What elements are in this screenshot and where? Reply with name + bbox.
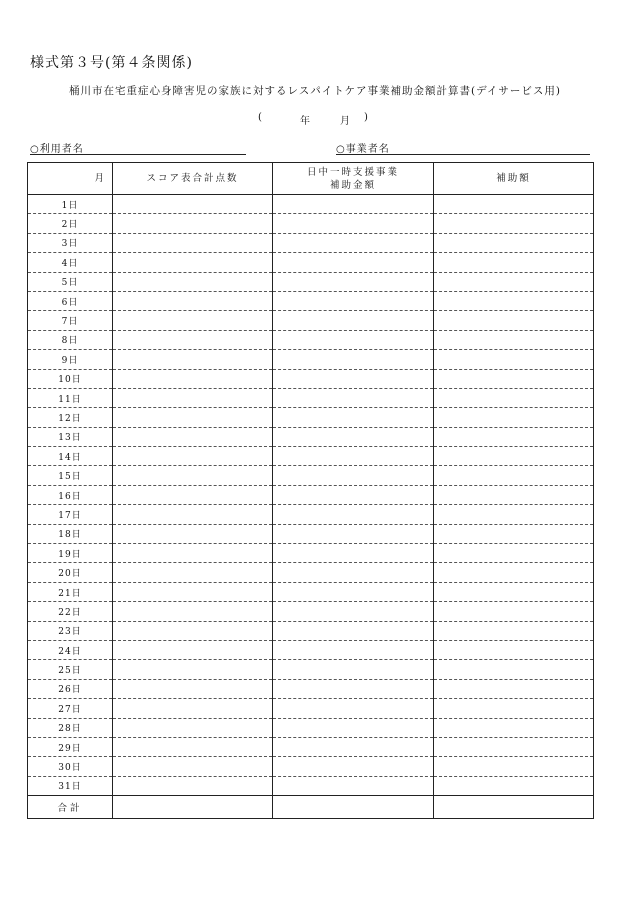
score-cell (113, 757, 273, 776)
day-label: 31日 (28, 776, 113, 795)
subsidy-cell (434, 582, 594, 601)
score-cell (113, 311, 273, 330)
subsidy-cell (434, 388, 594, 407)
header-subsidy: 補助額 (434, 163, 594, 195)
day-label: 25日 (28, 660, 113, 679)
support-amount-cell (273, 602, 434, 621)
table-row (28, 291, 594, 310)
score-cell (113, 524, 273, 543)
day-label: 5日 (28, 272, 113, 291)
day-label: 22日 (28, 602, 113, 621)
subsidy-cell (434, 195, 594, 214)
support-amount-cell (273, 408, 434, 427)
support-amount-cell (273, 195, 434, 214)
subsidy-cell (434, 621, 594, 640)
support-amount-cell (273, 214, 434, 233)
header-support-amount-line1: 日中一時支援事業 (306, 166, 399, 178)
day-label: 8日 (28, 330, 113, 349)
subsidy-cell (434, 660, 594, 679)
table-header-row (28, 163, 594, 195)
score-cell (113, 330, 273, 349)
subsidy-cell (434, 505, 594, 524)
calculation-table (27, 162, 594, 819)
table-row (28, 350, 594, 369)
table-row (28, 757, 594, 776)
table-row (28, 447, 594, 466)
score-cell (113, 563, 273, 582)
support-amount-cell (273, 291, 434, 310)
subsidy-cell (434, 737, 594, 756)
day-label: 29日 (28, 737, 113, 756)
header-score-total: スコア表合計点数 (113, 163, 273, 195)
total-score-cell (113, 796, 273, 819)
day-label: 2日 (28, 214, 113, 233)
score-cell (113, 718, 273, 737)
table-row (28, 233, 594, 252)
support-amount-cell (273, 757, 434, 776)
score-cell (113, 505, 273, 524)
score-cell (113, 660, 273, 679)
support-amount-cell (273, 311, 434, 330)
table-row (28, 660, 594, 679)
subsidy-cell (434, 757, 594, 776)
header-support-amount (273, 163, 434, 195)
table-row (28, 485, 594, 504)
period-field (250, 112, 380, 126)
support-amount-cell (273, 388, 434, 407)
day-label: 20日 (28, 563, 113, 582)
score-cell (113, 621, 273, 640)
subsidy-cell (434, 718, 594, 737)
subsidy-cell (434, 544, 594, 563)
support-amount-cell (273, 466, 434, 485)
support-amount-cell (273, 563, 434, 582)
score-cell (113, 447, 273, 466)
day-label: 1日 (28, 195, 113, 214)
support-amount-cell (273, 737, 434, 756)
table-row (28, 253, 594, 272)
score-cell (113, 350, 273, 369)
subsidy-cell (434, 524, 594, 543)
score-cell (113, 602, 273, 621)
subsidy-cell (434, 330, 594, 349)
table-row (28, 388, 594, 407)
table-row (28, 272, 594, 291)
subsidy-cell (434, 699, 594, 718)
table-row (28, 466, 594, 485)
table-row (28, 311, 594, 330)
table-row (28, 408, 594, 427)
period-month-label: 月 (340, 116, 350, 127)
subsidy-cell (434, 291, 594, 310)
day-label: 19日 (28, 544, 113, 563)
table-row (28, 602, 594, 621)
score-cell (113, 466, 273, 485)
table-row (28, 505, 594, 524)
score-cell (113, 544, 273, 563)
support-amount-cell (273, 524, 434, 543)
day-label: 9日 (28, 350, 113, 369)
subsidy-cell (434, 563, 594, 582)
day-label: 10日 (28, 369, 113, 388)
score-cell (113, 485, 273, 504)
subsidy-cell (434, 427, 594, 446)
support-amount-cell (273, 272, 434, 291)
table-row (28, 214, 594, 233)
table-row (28, 427, 594, 446)
score-cell (113, 582, 273, 601)
period-year-label: 年 (300, 116, 310, 127)
form-number: 様式第３号(第４条関係) (30, 55, 193, 71)
table-row (28, 330, 594, 349)
day-label: 12日 (28, 408, 113, 427)
day-label: 27日 (28, 699, 113, 718)
table-row (28, 640, 594, 659)
total-label: 合計 (28, 796, 113, 819)
day-rows (28, 195, 594, 796)
provider-name-label: ○事業者名 (336, 144, 390, 155)
score-cell (113, 640, 273, 659)
support-amount-cell (273, 350, 434, 369)
support-amount-cell (273, 485, 434, 504)
score-cell (113, 737, 273, 756)
day-label: 3日 (28, 233, 113, 252)
day-label: 30日 (28, 757, 113, 776)
score-cell (113, 291, 273, 310)
support-amount-cell (273, 369, 434, 388)
header-support-amount-line2: 補助金額 (329, 179, 376, 191)
score-cell (113, 679, 273, 698)
table-row (28, 699, 594, 718)
support-amount-cell (273, 544, 434, 563)
score-cell (113, 233, 273, 252)
score-cell (113, 388, 273, 407)
user-name-label: ○利用者名 (30, 144, 84, 155)
score-cell (113, 369, 273, 388)
score-cell (113, 253, 273, 272)
support-amount-cell (273, 621, 434, 640)
subsidy-cell (434, 776, 594, 795)
score-cell (113, 272, 273, 291)
subsidy-cell (434, 311, 594, 330)
subsidy-cell (434, 233, 594, 252)
subsidy-cell (434, 640, 594, 659)
day-label: 6日 (28, 291, 113, 310)
table-row (28, 544, 594, 563)
table-row (28, 776, 594, 795)
header-month: 月 (28, 163, 113, 195)
support-amount-cell (273, 253, 434, 272)
day-label: 17日 (28, 505, 113, 524)
table-row (28, 718, 594, 737)
score-cell (113, 408, 273, 427)
score-cell (113, 699, 273, 718)
table-row (28, 369, 594, 388)
subsidy-cell (434, 602, 594, 621)
day-label: 23日 (28, 621, 113, 640)
subsidy-cell (434, 679, 594, 698)
day-label: 11日 (28, 388, 113, 407)
day-label: 7日 (28, 311, 113, 330)
day-label: 18日 (28, 524, 113, 543)
support-amount-cell (273, 718, 434, 737)
total-support-amount-cell (273, 796, 434, 819)
support-amount-cell (273, 505, 434, 524)
table-row (28, 621, 594, 640)
day-label: 21日 (28, 582, 113, 601)
support-amount-cell (273, 447, 434, 466)
day-label: 16日 (28, 485, 113, 504)
table-row (28, 737, 594, 756)
subsidy-cell (434, 466, 594, 485)
period-open-paren: ( (258, 112, 262, 123)
provider-name-field (336, 140, 590, 155)
support-amount-cell (273, 233, 434, 252)
score-cell (113, 776, 273, 795)
subsidy-cell (434, 447, 594, 466)
subsidy-cell (434, 350, 594, 369)
day-label: 4日 (28, 253, 113, 272)
table-row (28, 195, 594, 214)
support-amount-cell (273, 330, 434, 349)
score-cell (113, 195, 273, 214)
day-label: 14日 (28, 447, 113, 466)
support-amount-cell (273, 679, 434, 698)
table-row (28, 679, 594, 698)
support-amount-cell (273, 660, 434, 679)
subsidy-cell (434, 253, 594, 272)
day-label: 28日 (28, 718, 113, 737)
day-label: 15日 (28, 466, 113, 485)
subsidy-cell (434, 485, 594, 504)
score-cell (113, 427, 273, 446)
document-title: 桶川市在宅重症心身障害児の家族に対するレスパイトケア事業補助金額計算書(デイサービス用) (69, 85, 561, 97)
day-label: 24日 (28, 640, 113, 659)
table-row (28, 524, 594, 543)
subsidy-cell (434, 214, 594, 233)
total-row (28, 796, 594, 819)
support-amount-cell (273, 776, 434, 795)
total-subsidy-cell (434, 796, 594, 819)
period-close-paren: ) (364, 112, 368, 123)
subsidy-cell (434, 369, 594, 388)
day-label: 13日 (28, 427, 113, 446)
support-amount-cell (273, 699, 434, 718)
support-amount-cell (273, 427, 434, 446)
user-name-field (30, 140, 246, 155)
score-cell (113, 214, 273, 233)
support-amount-cell (273, 640, 434, 659)
support-amount-cell (273, 582, 434, 601)
subsidy-cell (434, 408, 594, 427)
subsidy-cell (434, 272, 594, 291)
table-row (28, 563, 594, 582)
table-row (28, 582, 594, 601)
day-label: 26日 (28, 679, 113, 698)
